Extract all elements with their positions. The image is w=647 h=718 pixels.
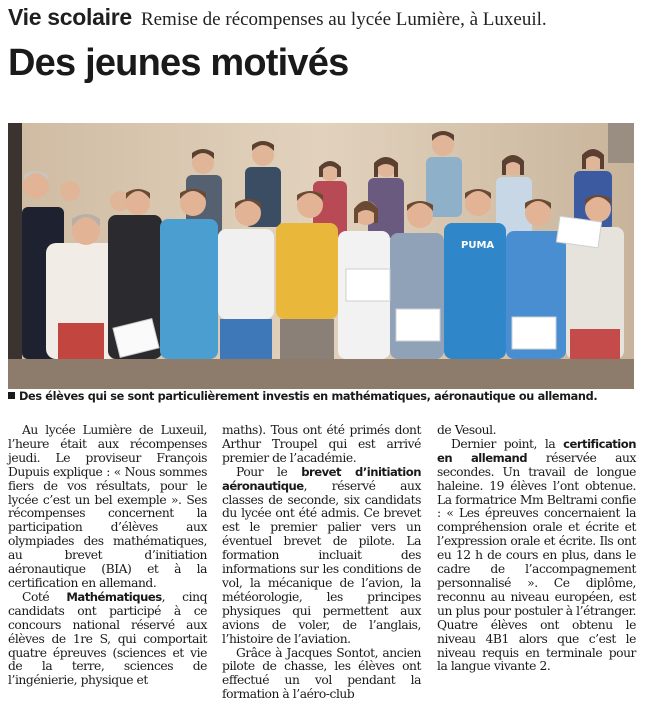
rubric-line [8, 4, 643, 34]
paragraph [437, 438, 636, 674]
paragraph: de Vesoul. [437, 423, 497, 437]
paragraph: maths). Tous ont été primés dont Arthur Troupel qui est arrivé premier de l’académie. [222, 423, 421, 465]
keyword-brevet: brevet d’initiation aéronautique [222, 464, 422, 493]
text-run: Coté [22, 589, 67, 604]
article-column-3 [437, 424, 636, 674]
paragraph: Grâce à Jacques Sontot, ancien pilote de chasse, les élèves ont effectué un vol pendant la formation à l’aéro-club [222, 645, 421, 702]
section-rubric: Vie scolaire [8, 4, 132, 30]
text-run: Pour le [236, 464, 302, 479]
paragraph: Au lycée Lumière de Luxeuil, l’heure était aux récompenses jeudi. Le proviseur François Dupuis explique : « Nous sommes fiers de vos résultats, pour le lycée c’est un bel exemple ». Ses récompenses concernent la participation d’élèves aux olympiades des mathématiques, au brevet d’initiation aéronautique (BIA) et à la certification en allemand. [8, 423, 207, 590]
text-run: , réservé aux classes de seconde, six candidats du lycée ont été admis. Ce brevet est le premier palier vers un éventuel brevet de pilote. La formation incluait des informations sur les conditions de vol, la mécanique de l’avion, la météorologie, les principes physiques qui permettent aux avions de voler, de l’anglais, l’histoire de l’aviation. [222, 478, 421, 646]
group-photo-image [8, 123, 634, 389]
paragraph [222, 466, 421, 647]
caption-square-icon [8, 392, 15, 399]
article-column-2 [222, 424, 421, 702]
puma-shirt-text: PUMA [461, 240, 495, 251]
article-subtitle: Remise de récompenses au lycée Lumière, à Luxeuil. [140, 9, 547, 30]
photo-caption [8, 390, 638, 403]
caption-text: Des élèves qui se sont particulièrement investis en mathématiques, aéronautique ou allemand. [19, 390, 598, 403]
keyword-mathematiques: Mathématiques [66, 589, 162, 604]
article-column-1 [8, 424, 207, 688]
text-run: réservée aux secondes. Un travail de longue haleine. 19 élèves l’ont obtenue. La formatrice Mm Beltrami confie : « Les épreuves concernaient la compréhension orale et écrite et l’expression orale et écrite. Ils ont eu 12 h de cours en plus, dans le cadre de l’accompagnement personnalisé ». Ce diplôme, reconnu au niveau européen, est un plus pour postuler à l’étranger. Quatre élèves ont obtenu le niveau 4B1 alors que c’est le niveau requis en terminale pour la langue vivante 2. [437, 450, 637, 674]
article-headline: Des jeunes motivés [8, 42, 349, 84]
text-run: Dernier point, la [451, 436, 564, 451]
group-photo [8, 123, 634, 389]
paragraph [8, 591, 207, 688]
text-run: , cinq candidats ont participé à ce concours national réservé aux élèves de 1re S, qui comportait quatre épreuves (sciences et vie de la terre, sciences de l’ingénierie, physique et [8, 589, 207, 688]
keyword-certification: certification en allemand [437, 436, 636, 465]
